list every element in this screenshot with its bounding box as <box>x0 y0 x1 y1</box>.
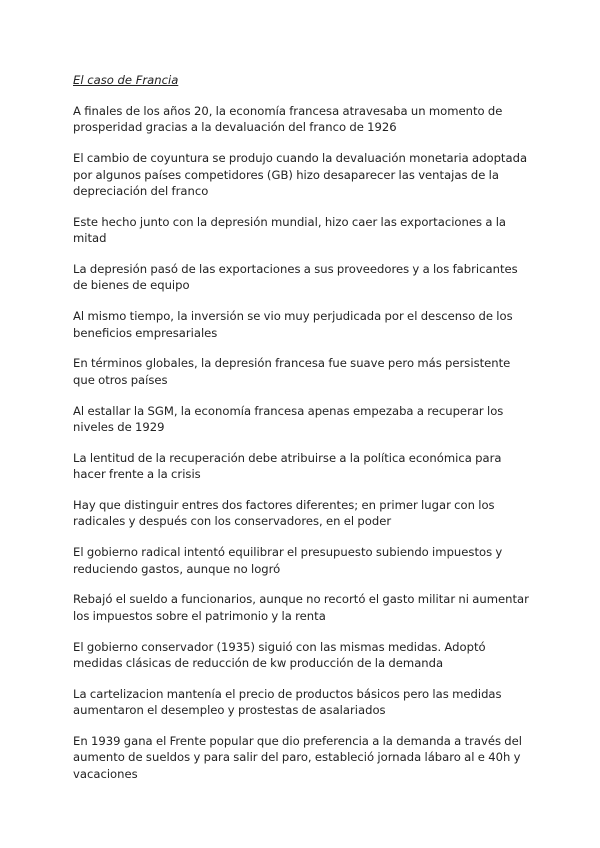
paragraph: Este hecho junto con la depresión mundial, hizo caer las exportaciones a la mitad <box>73 214 507 246</box>
paragraph: Al estallar la SGM, la economía francesa apenas empezaba a recuperar los niveles de 1929 <box>73 403 504 435</box>
paragraph: El cambio de coyuntura se produjo cuando la devaluación monetaria adoptada por algunos países competidores (GB) hizo desaparecer las ventajas de la depreciación del franco <box>73 151 528 199</box>
paragraph: El gobierno radical intentó equilibrar el presupuesto subiendo impuestos y reduciendo gastos, aunque no logró <box>73 545 503 576</box>
document-title: El caso de Francia <box>73 73 179 87</box>
paragraph: Hay que distinguir entres dos factores diferentes; en primer lugar con los radicales y después con los conservadores, en el poder <box>73 498 495 529</box>
paragraph: Al mismo tiempo, la inversión se vio muy perjudicada por el descenso de los beneficios empresariales <box>73 309 513 340</box>
paragraph: En términos globales, la depresión francesa fue suave pero más persistente que otros países <box>73 356 511 387</box>
paragraph: La lentitud de la recuperación debe atribuirse a la política económica para hacer frente a la crisis <box>73 450 502 482</box>
paragraph: A finales de los años 20, la economía francesa atravesaba un momento de prosperidad gracias a la devaluación del franco de 1926 <box>73 104 503 135</box>
paragraph: La cartelizacion mantenía el precio de productos básicos pero las medidas aumentaron el desempleo y prostestas de asalariados <box>73 686 502 718</box>
paragraph: La depresión pasó de las exportaciones a sus proveedores y a los fabricantes de bienes de equipo <box>73 262 518 293</box>
paragraph: El gobierno conservador (1935) siguió con las mismas medidas. Adoptó medidas clásicas de reducción de kw producción de la demanda <box>73 639 486 671</box>
paragraph: Rebajó el sueldo a funcionarios, aunque no recortó el gasto militar ni aumentar los impuestos sobre el patrimonio y la renta <box>73 592 529 623</box>
document-page <box>73 72 535 797</box>
paragraph: En 1939 gana el Frente popular que dio preferencia a la demanda a través del aumento de sueldos y para salir del paro, estableció jornada lábaro al e 40h y vacaciones <box>73 734 523 781</box>
